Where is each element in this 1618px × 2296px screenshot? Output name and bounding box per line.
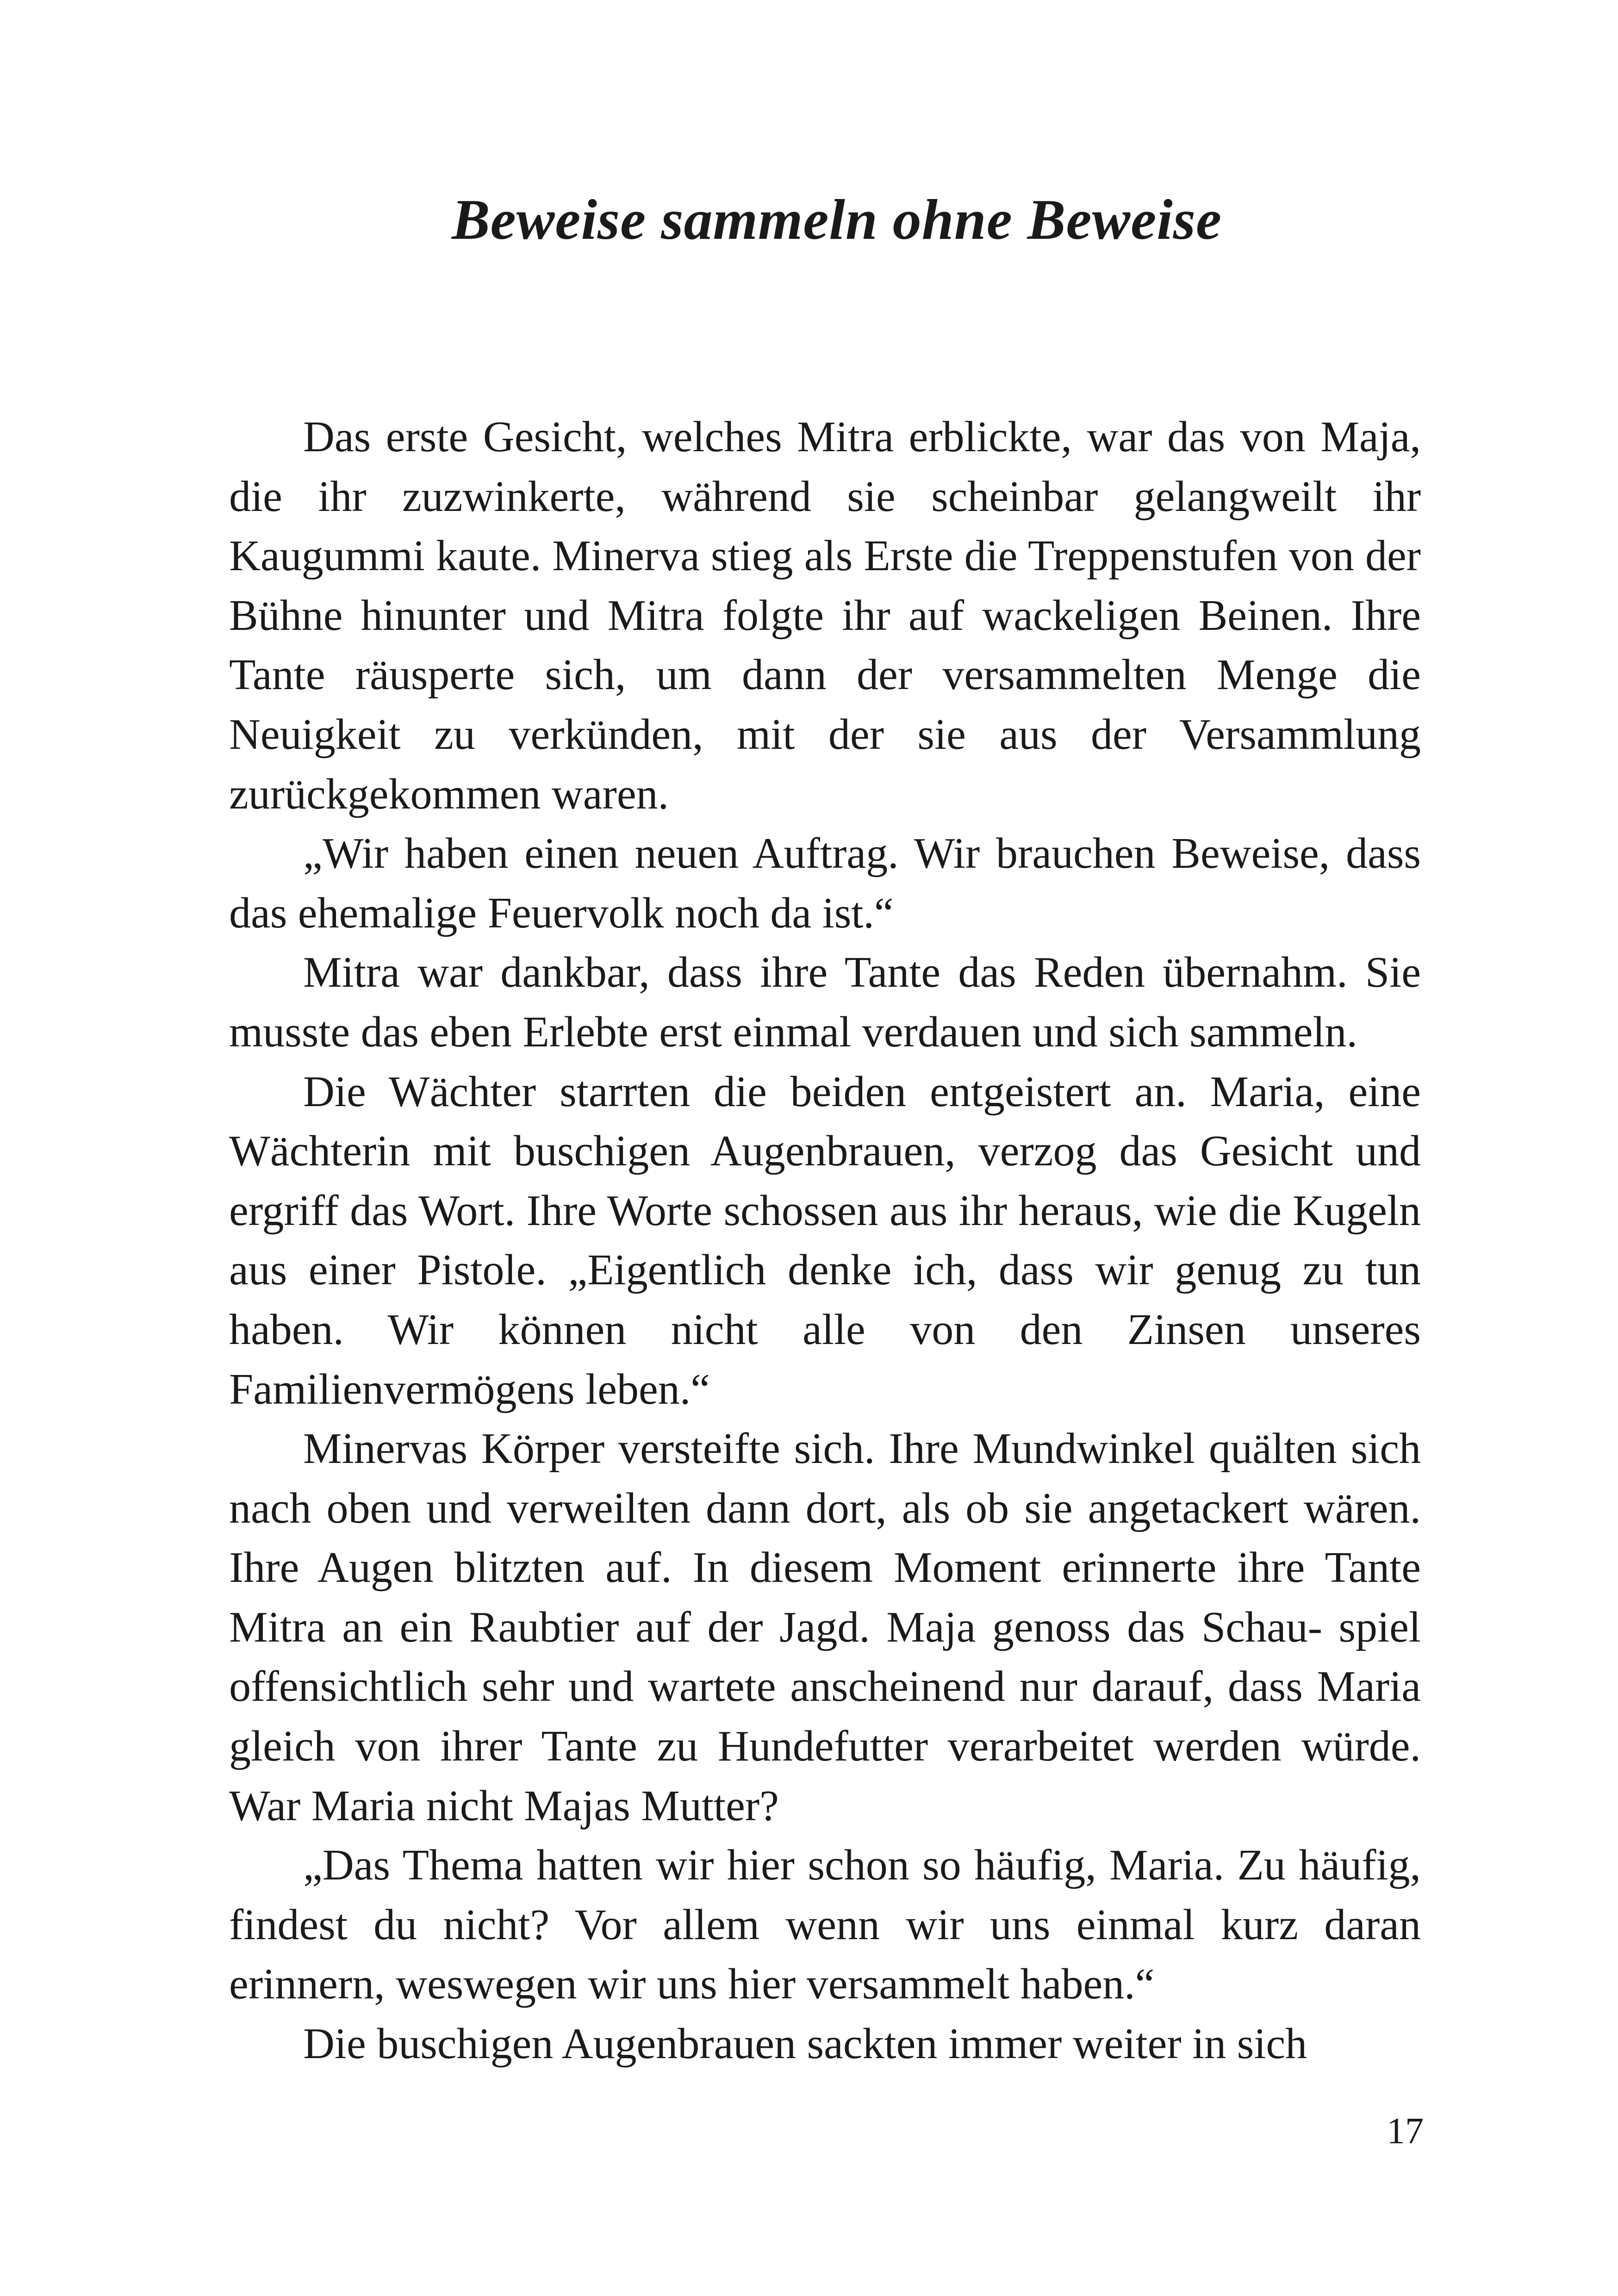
paragraph: Die Wächter starrten die beiden entgeistert an. Maria, eine Wächterin mit buschigen Augenbrauen, verzog das Gesicht und ergriff das Wort. Ihre Worte schossen aus ihr heraus, wie die Kugeln aus einer Pistole. „Eigentlich denke ich, dass wir genug zu tun haben. Wir können nicht alle von den Zinsen unseres Familienvermögens leben.“ — [229, 1067, 1421, 1413]
paragraph: Minervas Körper versteifte sich. Ihre Mundwinkel quälten sich nach oben und verweilten dann dort, als ob sie angetackert wären. Ihre Augen blitzten auf. In diesem Moment erinnerte ihre Tante Mitra an ein Raubtier auf der Jagd. Maja genoss das Schau- spiel offensichtlich sehr und wartete anscheinend nur darauf, dass Maria gleich von ihrer Tante zu Hundefutter verarbeitet werden würde. War Maria nicht Majas Mutter? — [229, 1425, 1421, 1830]
body-text — [229, 407, 1421, 2074]
paragraph: Das erste Gesicht, welches Mitra erblickte, war das von Maja, die ihr zuzwinkerte, während sie scheinbar gelangweilt ihr Kaugummi kaute. Minerva stieg als Erste die Treppenstufen von der Bühne hinunter und Mitra folgte ihr auf wackeligen Beinen. Ihre Tante räusperte sich, um dann der versammelten Menge die Neuigkeit zu verkünden, mit der sie aus der Versammlung zurückgekommen waren. — [229, 413, 1421, 818]
paragraph: Mitra war dankbar, dass ihre Tante das Reden übernahm. Sie musste das eben Erlebte erst einmal verdauen und sich sammeln. — [229, 948, 1421, 1056]
chapter-title: Beweise sammeln ohne Beweise — [451, 188, 1222, 251]
paragraph: „Das Thema hatten wir hier schon so häufig, Maria. Zu häufig, findest du nicht? Vor allem wenn wir uns einmal kurz daran erinnern, weswegen wir uns hier versammelt haben.“ — [229, 1841, 1421, 2009]
page-number: 17 — [1387, 2111, 1424, 2152]
paragraph: Die buschigen Augenbrauen sackten immer weiter in sich — [303, 2020, 1307, 2068]
paragraph: „Wir haben einen neuen Auftrag. Wir brauchen Beweise, dass das ehemalige Feuervolk noch da ist.“ — [229, 829, 1421, 937]
